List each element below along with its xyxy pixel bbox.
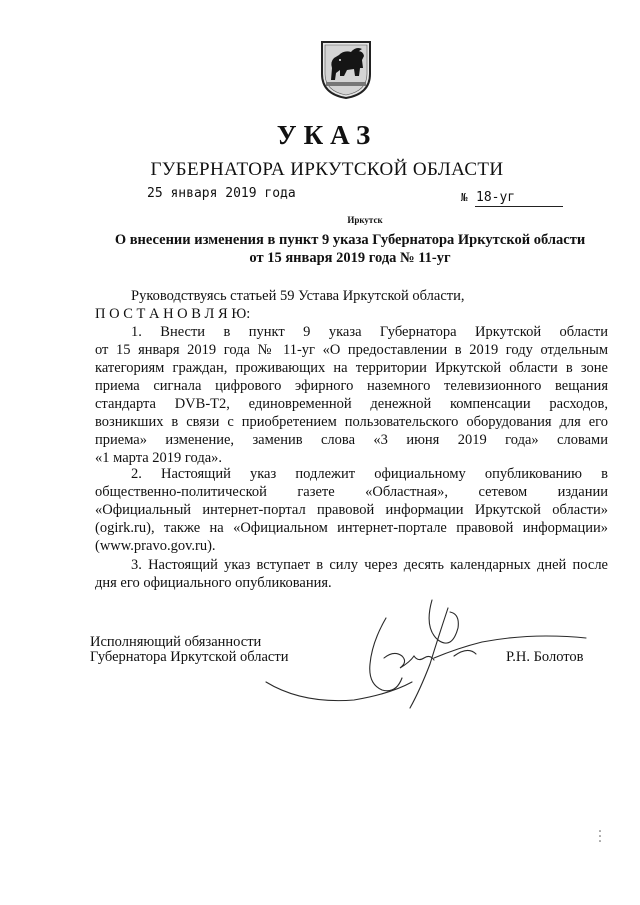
decree-word: П О С Т А Н О В Л Я Ю: [95, 306, 251, 322]
decree-number-underline [475, 206, 563, 207]
paragraph-1-line: возникших в связи с приобретением пользовательского оборудования для его [95, 414, 608, 430]
scan-speck-marks [597, 829, 603, 843]
issuer-subtitle: ГУБЕРНАТОРА ИРКУТСКОЙ ОБЛАСТИ [150, 159, 504, 180]
decree-heading-line-1: О внесении изменения в пункт 9 указа Губернатора Иркутской области [114, 232, 586, 248]
paragraph-1-line: 1. Внести в пункт 9 указа Губернатора Иркутской области [131, 324, 608, 340]
decree-number: 18-уг [476, 190, 516, 205]
handwritten-signature [262, 598, 592, 710]
decree-heading-line-2: от 15 января 2019 года № 11-уг [249, 250, 451, 266]
paragraph-1-line: стандарта DVB-T2, единовременной денежной компенсации расходов, [95, 396, 608, 412]
paragraph-1-line: «1 марта 2019 года». [95, 450, 223, 466]
paragraph-3-line: дня его официального опубликования. [95, 575, 332, 591]
decree-title: УКАЗ [276, 120, 378, 150]
signer-position-line-1: Исполняющий обязанности [90, 634, 262, 650]
paragraph-2-line: 2. Настоящий указ подлежит официальному опубликованию в [131, 466, 608, 482]
paragraph-2-line: общественно-политической газете «Областная», сетевом издании [95, 484, 608, 500]
preamble-text: Руководствуясь статьей 59 Устава Иркутской области, [131, 288, 465, 304]
paragraph-1-line: от 15 января 2019 года № 11-уг «О предоставлении в 2019 году отдельным [95, 342, 608, 358]
paragraph-2-line: «Официальный интернет-портал правовой информации Иркутской области» [95, 502, 608, 518]
decree-date: 25 января 2019 года [147, 186, 296, 201]
decree-number-label: № [461, 191, 468, 204]
signer-name: Р.Н. Болотов [506, 649, 584, 665]
paragraph-3-line: 3. Настоящий указ вступает в силу через десять календарных дней после [131, 557, 608, 573]
city-name: Иркутск [347, 215, 383, 225]
signer-position-line-2: Губернатора Иркутской области [90, 649, 289, 665]
paragraph-1-line: категориям граждан, проживающих на территории Иркутской области в зоне [95, 360, 608, 376]
paragraph-2-line: (ogirk.ru), также на «Официальном интернет-портале правовой информации» [95, 520, 608, 536]
paragraph-1-line: приема сигнала цифрового эфирного наземного телевизионного вещания [95, 378, 608, 394]
paragraph-2-line: (www.pravo.gov.ru). [95, 538, 216, 554]
coat-of-arms-emblem [320, 38, 372, 100]
paragraph-1-line: приема» изменение, заменив слова «3 июня 2019 года» словами [95, 432, 608, 448]
